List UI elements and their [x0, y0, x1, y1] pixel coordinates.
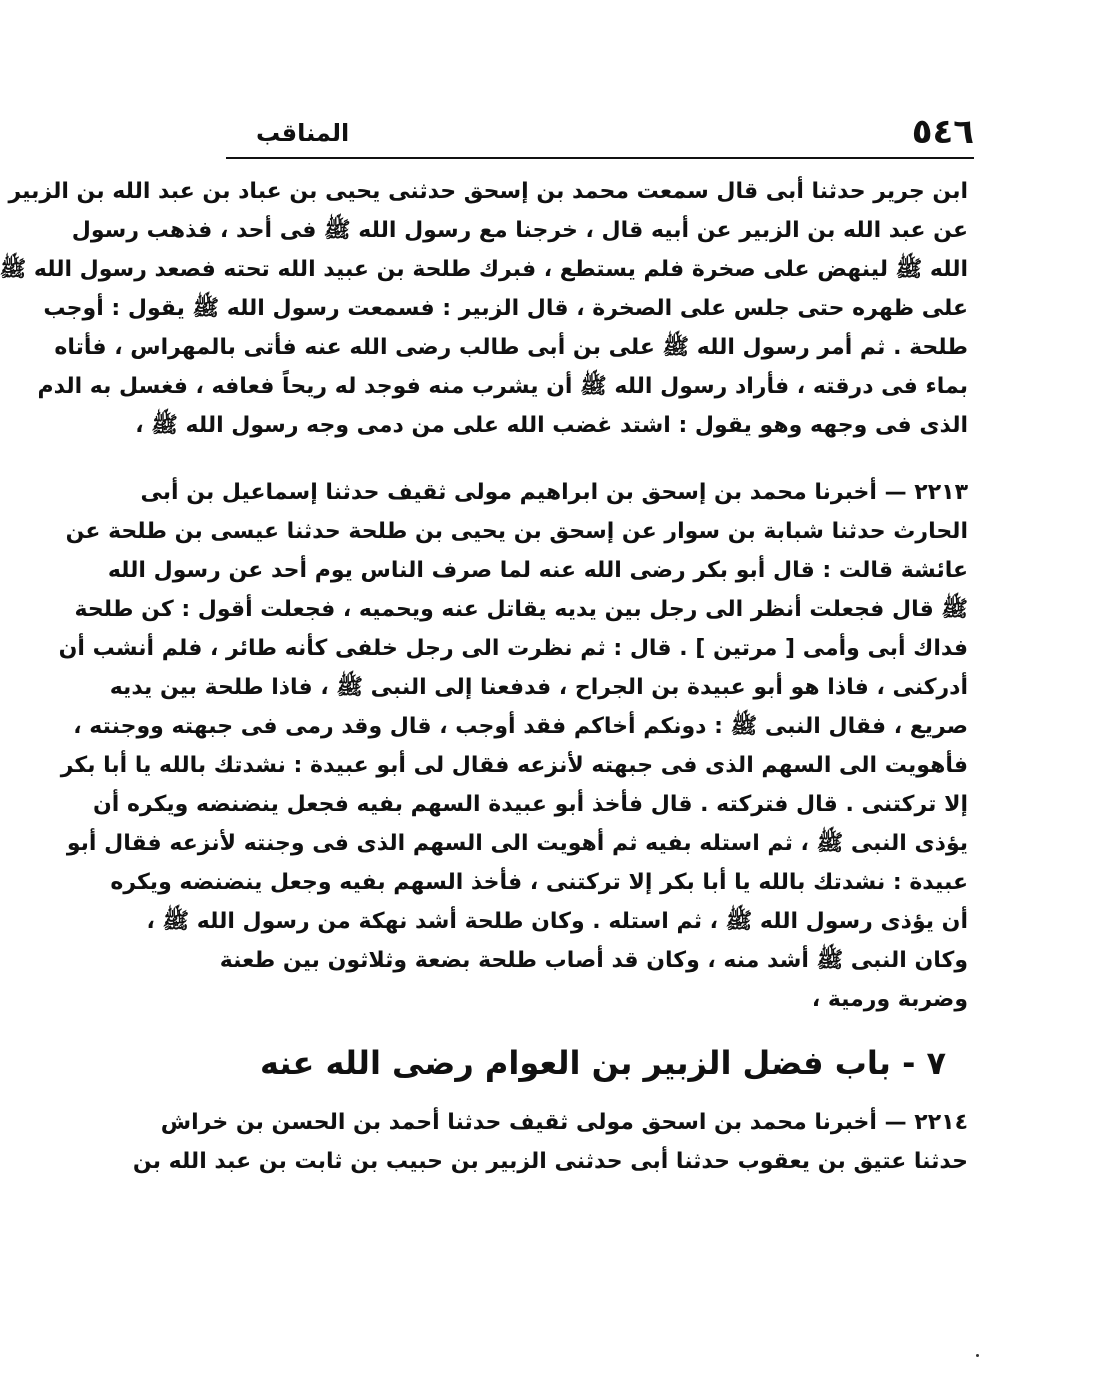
text-line: الذى فى وجهه وهو يقول : اشتد غضب الله على من دمى وجه رسول الله ﷺ ، — [135, 413, 968, 438]
header-rule — [226, 157, 974, 159]
text-line: ﷺ قال فجعلت أنظر الى رجل بين يديه يقاتل عنه ويحميه ، فجعلت أقول : كن طلحة — [74, 597, 968, 622]
text-line: يؤذى النبى ﷺ ، ثم استله بفيه ثم أهويت الى السهم الذى فى وجنته لأنزعه فقال أبو — [66, 831, 968, 856]
text-line: وضربة ورمية ، — [811, 987, 968, 1012]
running-title: المناقب — [256, 119, 350, 147]
text-line: عائشة قالت : قال أبو بكر رضى الله عنه لما صرف الناس يوم أحد عن رسول الله — [107, 558, 968, 583]
chapter-heading: ٧ - باب فضل الزبير بن العوام رضى الله عنه — [259, 1044, 947, 1082]
text-line: على ظهره حتى جلس على الصخرة ، قال الزبير : فسمعت رسول الله ﷺ يقول : أوجب — [43, 296, 968, 321]
text-line: عبيدة : نشدتك بالله يا أبا بكر إلا تركتنى ، فأخذ السهم بفيه وجعل ينضنضه ويكره — [110, 870, 968, 895]
print-speck — [976, 1354, 979, 1357]
text-line: طلحة . ثم أمر رسول الله ﷺ على بن أبى طالب رضى الله عنه فأتى بالمهراس ، فأتاه — [54, 335, 968, 360]
text-line: أن يؤذى رسول الله ﷺ ، ثم استله . وكان طلحة أشد نهكة من رسول الله ﷺ ، — [146, 909, 968, 934]
page-number: ٥٤٦ — [911, 112, 974, 152]
hadith-2214-paragraph — [132, 1103, 968, 1181]
text-line: إلا تركتنى . قال فتركته . قال فأخذ أبو عبيدة السهم بفيه فجعل ينضنضه ويكره أن — [92, 792, 968, 817]
text-line: وكان النبى ﷺ أشد منه ، وكان قد أصاب طلحة بضعة وثلاثون بين طعنة — [219, 948, 968, 973]
text-line: فداك أبى وأمى [ مرتين ] . قال : ثم نظرت الى رجل خلفى كأنه طائر ، فلم أنشب أن — [58, 636, 968, 661]
text-line: بماء فى درقته ، فأراد رسول الله ﷺ أن يشرب منه فوجد له ريحاً فعافه ، فغسل به الدم — [37, 374, 968, 399]
text-line: ٢٢١٤ — أخبرنا محمد بن اسحق مولى ثقيف حدثنا أحمد بن الحسن بن خراش — [160, 1110, 968, 1135]
hadith-continuation-paragraph — [0, 172, 968, 445]
text-line: عن عبد الله بن الزبير عن أبيه قال ، خرجنا مع رسول الله ﷺ فى أحد ، فذهب رسول — [71, 218, 968, 243]
paragraph-gap — [238, 445, 968, 473]
text-line: حدثنا عتيق بن يعقوب حدثنا أبى حدثنى الزبير بن حبيب بن ثابت بن عبد الله بن — [132, 1149, 968, 1174]
text-line: أدركنى ، فاذا هو أبو عبيدة بن الجراح ، فدفعنا إلى النبى ﷺ ، فاذا طلحة بين يديه — [109, 675, 968, 700]
body-text — [0, 172, 968, 1181]
text-line: فأهويت الى السهم الذى فى جبهته لأنزعه فقال لى أبو عبيدة : نشدتك بالله يا أبا بكر — [60, 753, 968, 778]
text-line: الله ﷺ لينهض على صخرة فلم يستطع ، فبرك طلحة بن عبيد الله تحته فصعد رسول الله ﷺ — [0, 257, 968, 282]
text-line: صريع ، فقال النبى ﷺ : دونكم أخاكم فقد أوجب ، قال وقد رمى فى جبهته ووجنته ، — [73, 714, 968, 739]
text-line: ابن جرير حدثنا أبى قال سمعت محمد بن إسحق حدثنى يحيى بن عباد بن عبد الله بن الزبير — [8, 179, 968, 204]
page-header — [226, 110, 974, 154]
text-line: الحارث حدثنا شبابة بن سوار عن إسحق بن يحيى بن طلحة حدثنا عيسى بن طلحة عن — [65, 519, 968, 544]
hadith-2213-paragraph — [58, 473, 968, 1019]
text-line: ٢٢١٣ — أخبرنا محمد بن إسحق بن ابراهيم مولى ثقيف حدثنا إسماعيل بن أبى — [140, 480, 968, 505]
